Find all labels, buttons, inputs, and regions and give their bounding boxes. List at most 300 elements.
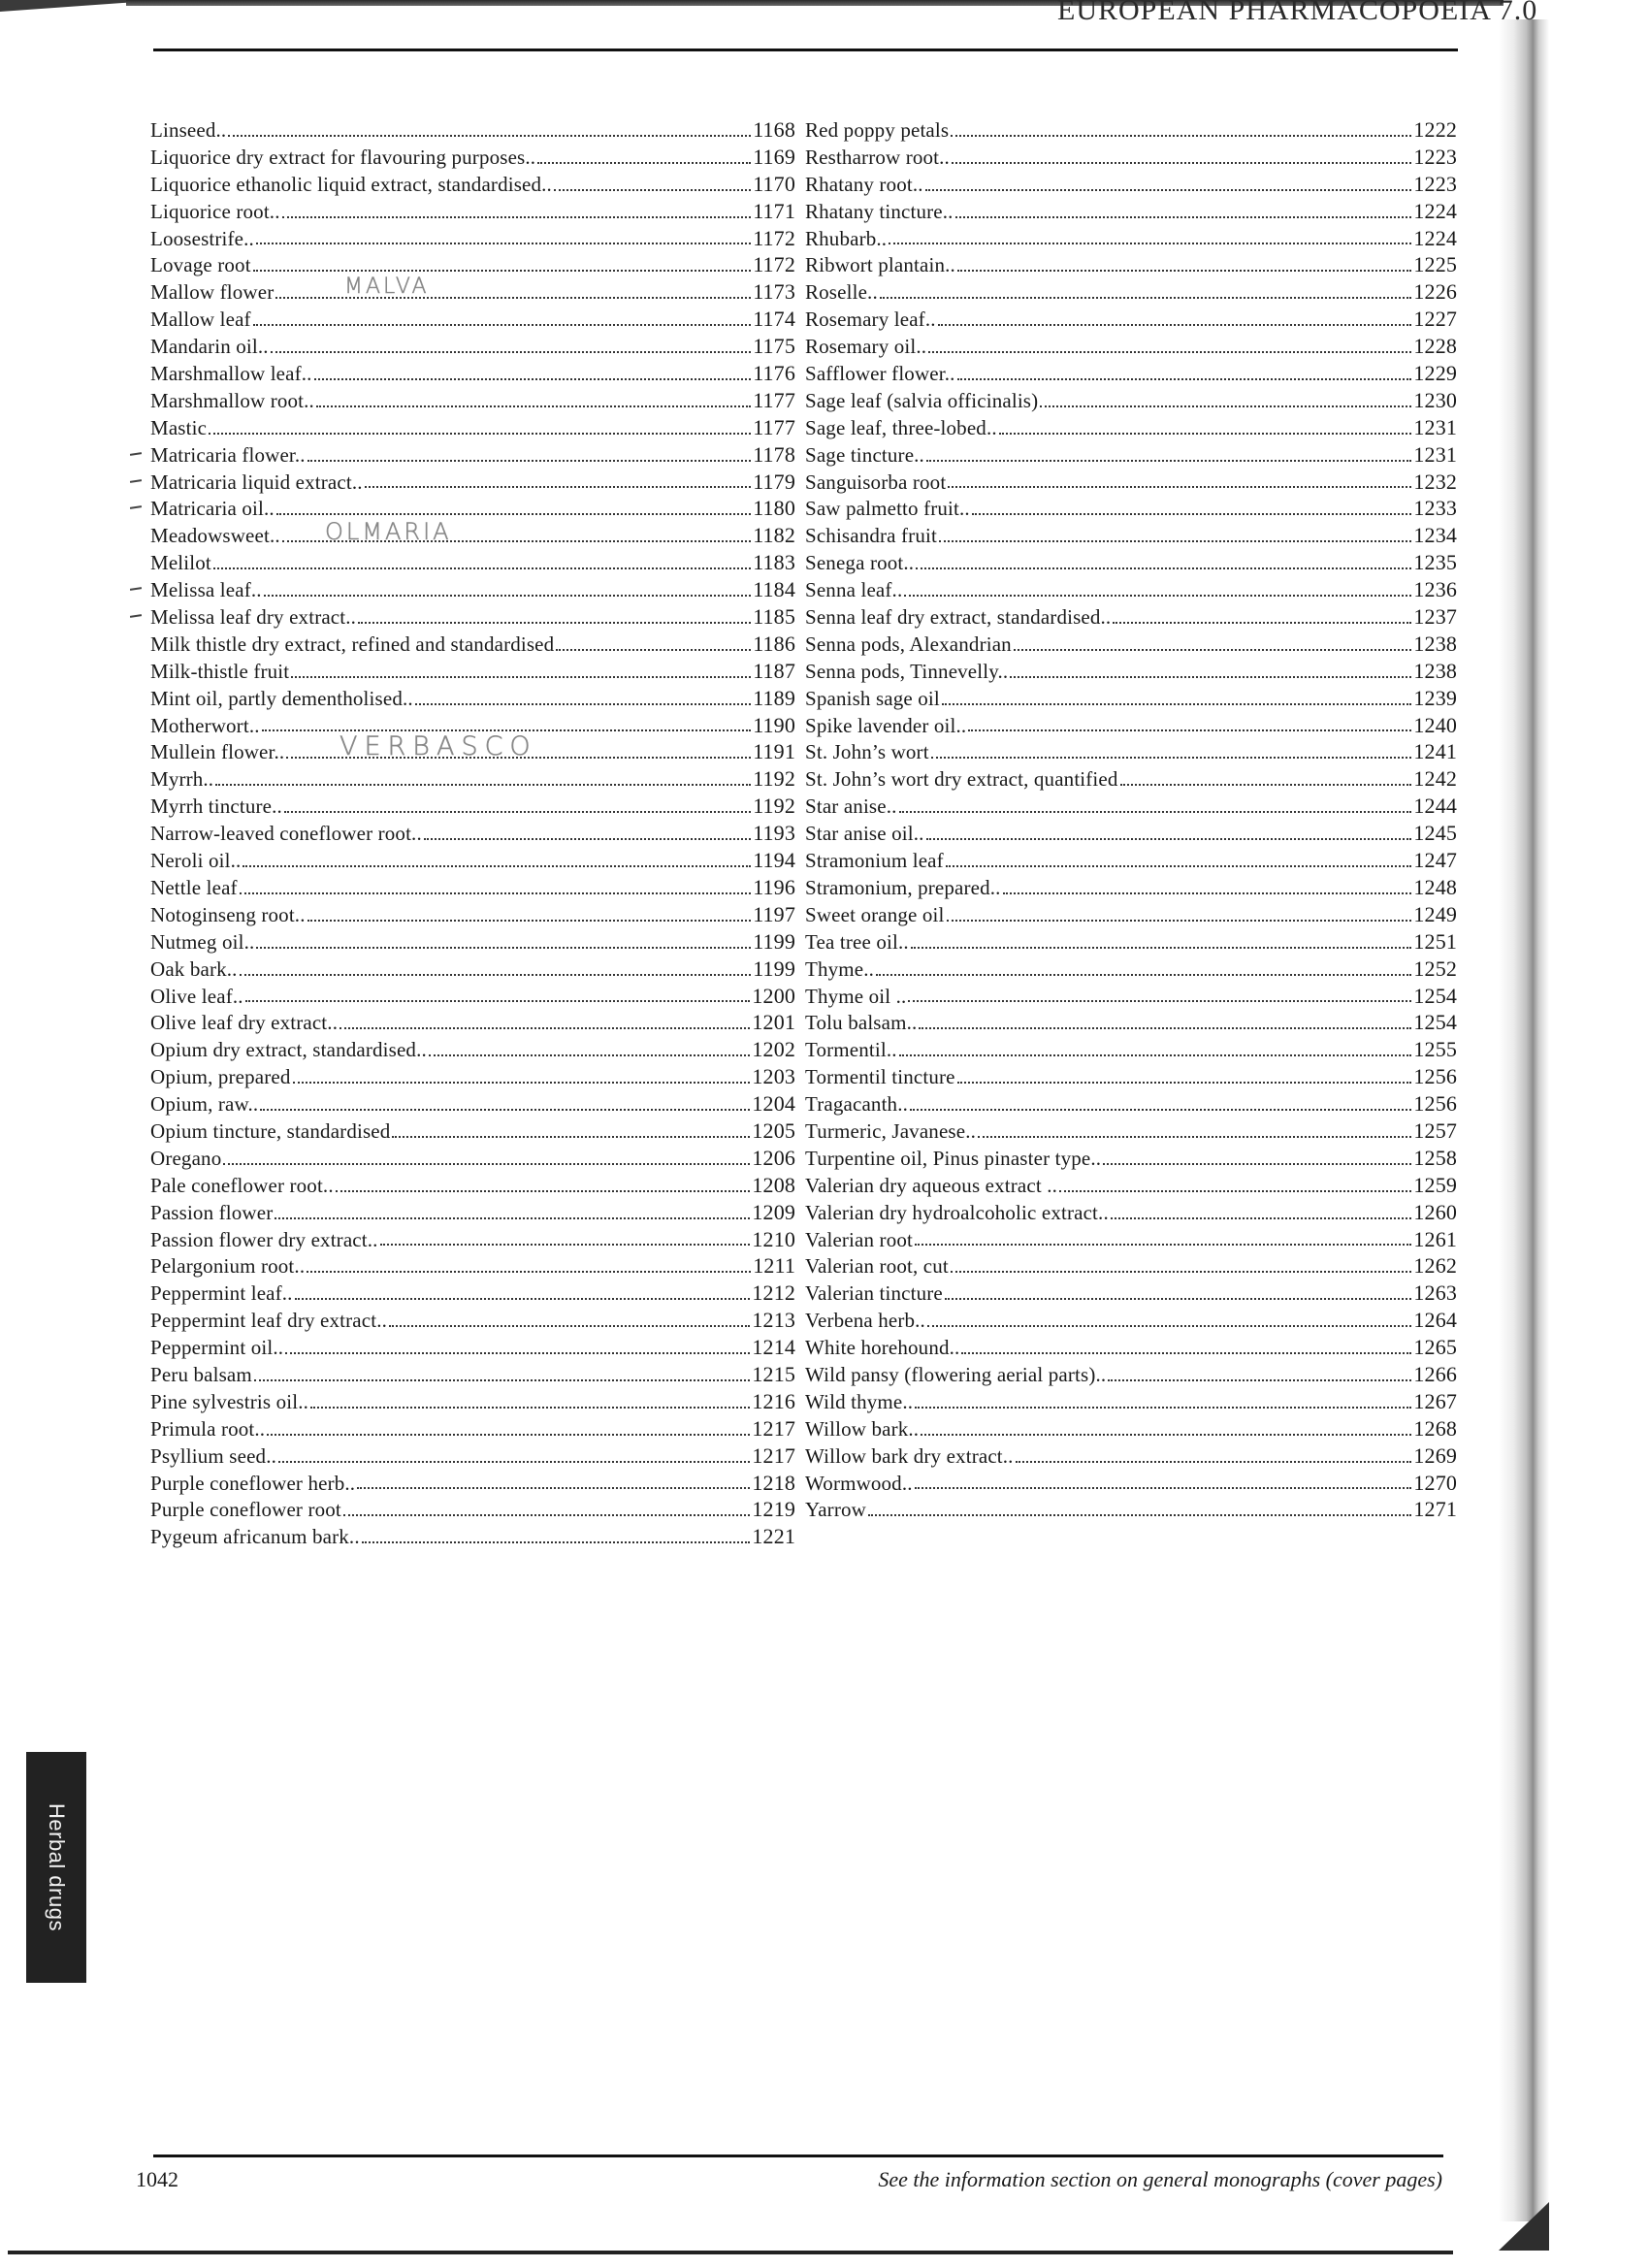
index-entry xyxy=(136,414,795,441)
entry-title: Passion flower dry extract.. xyxy=(150,1227,378,1251)
entry-page-number: 1217 xyxy=(752,1415,795,1441)
entry-title: Turpentine oil, Pinus pinaster type.. xyxy=(805,1146,1102,1170)
dot-leader xyxy=(213,567,751,569)
entry-title: Peru balsam xyxy=(150,1362,252,1386)
entry-page-number: 1257 xyxy=(1413,1118,1457,1143)
entry-page-number: 1241 xyxy=(1413,739,1457,764)
entry-page-number: 1171 xyxy=(753,198,795,223)
entry-page-number: 1238 xyxy=(1413,658,1457,683)
index-entry xyxy=(805,1199,1457,1226)
index-entry xyxy=(805,360,1457,387)
index-entry xyxy=(136,576,795,603)
dot-leader xyxy=(429,1053,751,1056)
entry-title: Roselle.. xyxy=(805,280,878,305)
dot-leader xyxy=(340,1026,750,1029)
entry-page-number: 1192 xyxy=(753,794,795,819)
entry-page-number: 1256 xyxy=(1413,1091,1457,1117)
entry-title: Melissa leaf.. xyxy=(150,578,262,602)
index-entry xyxy=(136,1496,795,1523)
dot-leader xyxy=(908,999,1411,1002)
index-entry xyxy=(136,333,795,360)
index-entry xyxy=(136,928,795,956)
index-entry xyxy=(805,198,1457,225)
dot-leader xyxy=(952,161,1411,164)
entry-page-number: 1192 xyxy=(753,766,795,792)
entry-page-number: 1178 xyxy=(753,441,795,467)
entry-page-number: 1228 xyxy=(1413,334,1457,359)
entry-title: Star anise oil.. xyxy=(805,822,924,846)
index-entry xyxy=(136,1252,795,1280)
dot-leader xyxy=(925,188,1412,191)
index-entry xyxy=(136,495,795,522)
dot-leader xyxy=(880,296,1412,299)
dot-leader xyxy=(916,567,1411,569)
index-entry xyxy=(136,549,795,576)
entry-page-number: 1266 xyxy=(1413,1361,1457,1386)
dot-leader xyxy=(948,485,1411,488)
index-entry xyxy=(805,1415,1457,1442)
dot-leader xyxy=(961,1351,1411,1354)
entry-page-number: 1249 xyxy=(1413,901,1457,926)
index-entry xyxy=(805,956,1457,983)
dot-leader xyxy=(904,594,1411,597)
index-entry xyxy=(136,603,795,631)
dot-leader xyxy=(947,919,1412,922)
entry-title: Purple coneflower herb.. xyxy=(150,1471,356,1495)
entry-title: Senna pods, Alexandrian xyxy=(805,632,1012,656)
entry-title: Peppermint oil.. xyxy=(150,1336,284,1360)
index-entry xyxy=(136,956,795,983)
entry-title: Valerian dry aqueous extract .. xyxy=(805,1173,1058,1197)
entry-title: Liquorice ethanolic liquid extract, standardised.. xyxy=(150,172,552,196)
entry-title: Liquorice root.. xyxy=(150,199,280,223)
dot-leader xyxy=(939,539,1411,542)
entry-page-number: 1172 xyxy=(753,252,795,277)
entry-title: Rhatany tincture.. xyxy=(805,199,954,223)
entry-page-number: 1183 xyxy=(753,550,795,575)
entry-page-number: 1215 xyxy=(752,1361,795,1386)
dot-leader xyxy=(955,215,1412,218)
entry-page-number: 1177 xyxy=(753,387,795,412)
section-tab-label: Herbal drugs xyxy=(45,1803,69,1931)
entry-title: Sweet orange oil xyxy=(805,902,945,926)
entry-title: Neroli oil.. xyxy=(150,849,242,873)
entry-title: Lovage root xyxy=(150,253,251,277)
entry-title: Passion flower xyxy=(150,1200,274,1224)
entry-page-number: 1173 xyxy=(753,279,795,305)
entry-page-number: 1222 xyxy=(1413,117,1457,142)
dot-leader xyxy=(245,999,751,1002)
handwritten-note: MALVA xyxy=(344,275,430,299)
dot-leader xyxy=(957,1081,1412,1084)
dot-leader xyxy=(392,1135,750,1138)
dot-leader xyxy=(240,973,752,976)
entry-title: Verbena herb.. xyxy=(805,1309,925,1333)
index-entry xyxy=(136,198,795,225)
index-entry xyxy=(805,144,1457,171)
entry-page-number: 1254 xyxy=(1413,1010,1457,1035)
entry-page-number: 1255 xyxy=(1413,1037,1457,1062)
entry-page-number: 1270 xyxy=(1413,1470,1457,1495)
dot-leader xyxy=(336,1189,751,1192)
dot-leader xyxy=(926,837,1412,840)
entry-title: Tormentil tincture xyxy=(805,1065,955,1089)
dot-leader xyxy=(951,1270,1411,1273)
index-entry xyxy=(805,874,1457,901)
entry-page-number: 1175 xyxy=(753,334,795,359)
entry-title: Sage leaf, three-lobed.. xyxy=(805,415,997,439)
dot-leader xyxy=(380,1243,751,1246)
entry-title: Peppermint leaf dry extract.. xyxy=(150,1309,388,1333)
index-entry xyxy=(136,1523,795,1550)
entry-page-number: 1169 xyxy=(753,144,795,169)
entry-page-number: 1190 xyxy=(753,712,795,737)
entry-page-number: 1187 xyxy=(753,658,795,683)
index-entry xyxy=(805,603,1457,631)
entry-title: Mullein flower.. xyxy=(150,740,285,764)
index-entry xyxy=(805,1442,1457,1470)
entry-title: Sage leaf (salvia officinalis) xyxy=(805,388,1039,412)
dot-leader xyxy=(343,1513,750,1516)
dot-leader xyxy=(285,1351,750,1354)
dot-leader xyxy=(260,1108,750,1111)
dot-leader xyxy=(889,242,1411,244)
footer-rule xyxy=(153,2155,1443,2157)
dot-leader xyxy=(910,1108,1411,1111)
dot-leader xyxy=(223,1162,750,1165)
dot-leader xyxy=(931,756,1412,759)
index-entry xyxy=(805,306,1457,333)
entry-title: Senna leaf dry extract, standardised.. xyxy=(805,605,1112,630)
index-entry xyxy=(805,1388,1457,1415)
entry-page-number: 1168 xyxy=(753,117,795,142)
entry-page-number: 1264 xyxy=(1413,1308,1457,1333)
index-entry xyxy=(136,983,795,1010)
index-entry xyxy=(805,1496,1457,1523)
entry-page-number: 1218 xyxy=(752,1470,795,1495)
running-header xyxy=(1057,0,1538,31)
dot-leader xyxy=(972,512,1412,515)
entry-title: Linseed.. xyxy=(150,118,227,142)
dot-leader xyxy=(307,919,752,922)
entry-title: Milk-thistle fruit xyxy=(150,659,290,683)
index-entry xyxy=(805,1334,1457,1361)
index-entry xyxy=(805,1307,1457,1334)
entry-title: Marshmallow leaf.. xyxy=(150,362,312,386)
dot-leader xyxy=(1016,1460,1412,1463)
entry-title: Peppermint leaf.. xyxy=(150,1281,293,1306)
dot-leader xyxy=(282,215,752,218)
entry-page-number: 1236 xyxy=(1413,577,1457,602)
entry-title: St. John’s wort dry extract, quantified xyxy=(805,767,1118,792)
index-entry xyxy=(136,1090,795,1118)
index-entry xyxy=(805,522,1457,549)
entry-page-number: 1256 xyxy=(1413,1064,1457,1089)
entry-page-number: 1214 xyxy=(752,1335,795,1360)
entry-title: Willow bark dry extract.. xyxy=(805,1443,1014,1468)
dot-leader xyxy=(424,837,751,840)
entry-page-number: 1221 xyxy=(752,1524,795,1549)
index-entry xyxy=(136,1009,795,1036)
entry-title: Purple coneflower root xyxy=(150,1498,341,1522)
index-entry xyxy=(805,278,1457,306)
dot-leader xyxy=(1059,1189,1411,1192)
entry-page-number: 1202 xyxy=(752,1037,795,1062)
entry-title: Schisandra fruit xyxy=(805,524,937,548)
dot-leader xyxy=(1003,891,1412,894)
index-entry xyxy=(805,685,1457,712)
index-entry xyxy=(136,1415,795,1442)
index-entry xyxy=(136,847,795,874)
entry-title: Milk thistle dry extract, refined and standardised xyxy=(150,632,555,656)
index-entry xyxy=(805,1036,1457,1063)
index-entry xyxy=(136,171,795,198)
entry-title: Restharrow root.. xyxy=(805,145,950,169)
index-entry xyxy=(136,251,795,278)
dot-leader xyxy=(314,377,752,380)
entry-page-number: 1231 xyxy=(1413,414,1457,439)
entry-page-number: 1225 xyxy=(1413,252,1457,277)
entry-page-number: 1258 xyxy=(1413,1145,1457,1170)
index-entry xyxy=(136,1172,795,1199)
entry-title: Turmeric, Javanese.. xyxy=(805,1118,977,1143)
index-entry xyxy=(805,1252,1457,1280)
entry-page-number: 1184 xyxy=(753,577,795,602)
index-entry xyxy=(136,1334,795,1361)
dot-leader xyxy=(945,1297,1411,1300)
entry-title: Opium tincture, standardised xyxy=(150,1118,391,1143)
entry-title: Star anise.. xyxy=(805,794,897,819)
entry-page-number: 1239 xyxy=(1413,685,1457,710)
entry-page-number: 1238 xyxy=(1413,631,1457,656)
dot-leader xyxy=(295,1297,751,1300)
entry-title: Opium, prepared xyxy=(150,1065,291,1089)
dot-leader xyxy=(911,946,1412,949)
index-entry xyxy=(805,847,1457,874)
entry-page-number: 1269 xyxy=(1413,1442,1457,1468)
entry-title: Liquorice dry extract for flavouring purposes.. xyxy=(150,145,536,169)
index-entry xyxy=(136,1361,795,1388)
entry-page-number: 1194 xyxy=(753,848,795,873)
entry-page-number: 1176 xyxy=(753,361,795,386)
dot-leader xyxy=(254,1378,751,1381)
entry-page-number: 1247 xyxy=(1413,848,1457,873)
index-entry xyxy=(136,387,795,414)
entry-title: Tolu balsam.. xyxy=(805,1011,918,1035)
entry-title: Senega root.. xyxy=(805,551,915,575)
index-entry xyxy=(136,306,795,333)
pen-tick-mark xyxy=(130,452,142,456)
dot-leader xyxy=(1108,1378,1411,1381)
index-entry xyxy=(136,1226,795,1253)
entry-page-number: 1232 xyxy=(1413,469,1457,494)
index-entry xyxy=(136,631,795,658)
entry-title: Ribwort plantain.. xyxy=(805,253,955,277)
dot-leader xyxy=(276,512,751,515)
index-entry xyxy=(805,414,1457,441)
entry-page-number: 1204 xyxy=(752,1091,795,1117)
index-entry xyxy=(136,820,795,847)
index-entry xyxy=(805,116,1457,144)
entry-page-number: 1182 xyxy=(753,523,795,548)
dot-leader xyxy=(215,783,751,786)
entry-page-number: 1248 xyxy=(1413,874,1457,899)
entry-page-number: 1267 xyxy=(1413,1388,1457,1413)
dot-leader xyxy=(307,459,752,462)
entry-title: Olive leaf.. xyxy=(150,984,243,1008)
dot-leader xyxy=(253,269,752,272)
dot-leader xyxy=(999,432,1412,435)
entry-title: Mint oil, partly dementholised.. xyxy=(150,686,413,710)
entry-title: White horehound.. xyxy=(805,1336,960,1360)
dot-leader xyxy=(899,810,1412,813)
entry-title: Mallow leaf xyxy=(150,308,251,332)
entry-page-number: 1240 xyxy=(1413,712,1457,737)
entry-page-number: 1230 xyxy=(1413,387,1457,412)
dot-leader xyxy=(228,134,751,137)
header-rule xyxy=(153,49,1458,51)
entry-page-number: 1235 xyxy=(1413,550,1457,575)
entry-title: Mastic xyxy=(150,415,208,439)
dot-leader xyxy=(264,594,752,597)
entry-title: Rhatany root.. xyxy=(805,172,923,196)
dot-leader xyxy=(357,1486,750,1489)
index-entry xyxy=(805,983,1457,1010)
index-entry xyxy=(136,1199,795,1226)
index-entry xyxy=(136,1063,795,1090)
entry-title: Rhubarb.. xyxy=(805,226,888,250)
index-entry xyxy=(805,469,1457,496)
entry-page-number: 1245 xyxy=(1413,821,1457,846)
dot-leader xyxy=(256,242,751,244)
dot-leader xyxy=(556,648,751,651)
entry-title: Stramonium leaf xyxy=(805,849,944,873)
index-entry xyxy=(136,685,795,712)
entry-title: Spike lavender oil.. xyxy=(805,713,967,737)
dot-leader xyxy=(267,1433,750,1436)
index-entry xyxy=(136,278,795,306)
index-entry xyxy=(136,1036,795,1063)
dot-leader xyxy=(868,1513,1411,1516)
index-entry xyxy=(136,469,795,496)
entry-page-number: 1254 xyxy=(1413,983,1457,1008)
pen-tick-mark xyxy=(130,479,142,483)
entry-page-number: 1252 xyxy=(1413,956,1457,981)
index-entry xyxy=(805,1172,1457,1199)
index-entry xyxy=(136,901,795,928)
entry-title: Meadowsweet.. xyxy=(150,524,280,548)
index-entry xyxy=(805,1145,1457,1172)
entry-page-number: 1174 xyxy=(753,307,795,332)
entry-page-number: 1180 xyxy=(753,496,795,521)
entry-title: Stramonium, prepared.. xyxy=(805,875,1001,899)
entry-title: Matricaria flower.. xyxy=(150,442,306,467)
entry-title: Senna pods, Tinnevelly.. xyxy=(805,659,1009,683)
index-entry xyxy=(805,658,1457,685)
dot-leader xyxy=(942,702,1412,705)
dot-leader xyxy=(209,432,751,435)
dot-leader xyxy=(915,1243,1411,1246)
dot-leader xyxy=(1040,405,1411,407)
entry-title: Matricaria oil.. xyxy=(150,497,275,521)
index-entry xyxy=(805,1009,1457,1036)
entry-title: Notoginseng root.. xyxy=(150,902,306,926)
entry-page-number: 1251 xyxy=(1413,928,1457,954)
dot-leader xyxy=(389,1324,750,1327)
index-entry xyxy=(805,387,1457,414)
pen-tick-mark xyxy=(130,506,142,510)
index-entry xyxy=(805,712,1457,739)
entry-page-number: 1189 xyxy=(753,685,795,710)
entry-title: Psyllium seed.. xyxy=(150,1443,277,1468)
index-entry xyxy=(805,1063,1457,1090)
entry-page-number: 1185 xyxy=(753,604,795,630)
entry-page-number: 1210 xyxy=(752,1226,795,1251)
entry-page-number: 1217 xyxy=(752,1442,795,1468)
dot-leader xyxy=(921,1433,1411,1436)
index-entry xyxy=(136,360,795,387)
entry-title: Melissa leaf dry extract.. xyxy=(150,605,357,630)
entry-title: Pygeum africanum bark.. xyxy=(150,1525,360,1549)
index-entry xyxy=(136,874,795,901)
index-entry xyxy=(136,522,795,549)
index-entry xyxy=(136,1280,795,1307)
index-entry xyxy=(136,765,795,793)
dot-leader xyxy=(256,946,751,949)
entry-title: Opium dry extract, standardised.. xyxy=(150,1038,427,1062)
dot-leader xyxy=(957,269,1411,272)
dot-leader xyxy=(271,350,752,353)
entry-title: Safflower flower.. xyxy=(805,362,955,386)
dot-leader xyxy=(1120,783,1412,786)
index-entry xyxy=(136,1307,795,1334)
index-entry xyxy=(805,765,1457,793)
entry-page-number: 1211 xyxy=(753,1253,795,1279)
dot-leader xyxy=(876,973,1411,976)
dot-leader xyxy=(951,134,1411,137)
index-entry xyxy=(805,441,1457,469)
entry-page-number: 1203 xyxy=(752,1064,795,1089)
index-entry xyxy=(805,495,1457,522)
dot-leader xyxy=(957,377,1412,380)
dot-leader xyxy=(415,702,751,705)
dot-leader xyxy=(926,459,1411,462)
entry-title: Thyme.. xyxy=(805,956,875,981)
page-number: 1042 xyxy=(136,2167,178,2191)
dot-leader xyxy=(275,1216,750,1219)
index-entry xyxy=(805,901,1457,928)
entry-title: Valerian tincture xyxy=(805,1281,943,1306)
handwritten-note: OLMARIA xyxy=(325,518,452,545)
entry-title: Red poppy petals xyxy=(805,118,950,142)
index-entry xyxy=(805,1226,1457,1253)
dot-leader xyxy=(362,1540,751,1543)
dot-leader xyxy=(293,1081,751,1084)
entry-title: Pine sylvestris oil.. xyxy=(150,1389,308,1413)
index-entry xyxy=(805,1280,1457,1307)
index-entry xyxy=(805,631,1457,658)
entry-title: Senna leaf.. xyxy=(805,578,903,602)
entry-title: Yarrow xyxy=(805,1498,866,1522)
entry-page-number: 1199 xyxy=(753,928,795,954)
index-entry xyxy=(136,441,795,469)
dot-leader xyxy=(1010,675,1411,678)
entry-title: Myrrh tincture.. xyxy=(150,794,282,819)
dot-leader xyxy=(242,864,751,867)
entry-title: Motherwort.. xyxy=(150,713,260,737)
entry-title: Olive leaf dry extract.. xyxy=(150,1011,339,1035)
entry-title: Melilot xyxy=(150,551,211,575)
